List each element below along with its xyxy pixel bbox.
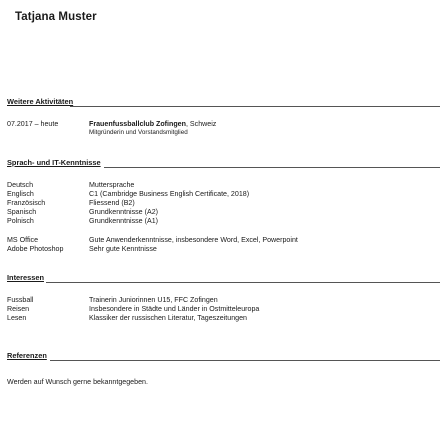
it-skill-label: Adobe Photoshop — [7, 245, 64, 253]
it-skill-level: Sehr gute Kenntnisse — [89, 245, 157, 253]
language-level: Muttersprache — [89, 181, 135, 189]
activity-entry — [7, 120, 427, 140]
interest-detail: Klassiker der russischen Literatur, Tageszeitungen — [89, 314, 247, 322]
section-heading-activities: Weitere Aktivitäten — [7, 97, 74, 106]
section-heading-interests: Interessen — [7, 273, 44, 282]
section-divider — [46, 282, 440, 283]
section-heading-languages: Sprach- und IT-Kenntnisse — [7, 158, 101, 167]
activity-date: 07.2017 – heute — [7, 120, 59, 128]
section-divider — [70, 106, 440, 107]
interest-detail: Insbesondere in Städte und Länder in Ostmitteleuropa — [89, 305, 260, 313]
interest-label: Lesen — [7, 314, 27, 322]
interest-label: Reisen — [7, 305, 30, 313]
language-level: C1 (Cambridge Business English Certificate, 2018) — [89, 190, 250, 198]
references-text: Werden auf Wunsch gerne bekanntgegeben. — [7, 378, 148, 386]
language-label: Deutsch — [7, 181, 34, 189]
it-skill-level: Gute Anwenderkenntnisse, insbesondere Word, Excel, Powerpoint — [89, 236, 298, 244]
language-level: Fliessend (B2) — [89, 199, 135, 207]
activity-role: Mitgründerin und Vorstandsmitglied — [89, 129, 188, 136]
activity-organization: Frauenfussballclub Zofingen — [89, 120, 186, 128]
interest-detail: Trainerin Juniorinnen U15, FFC Zofingen — [89, 296, 218, 304]
person-name: Tatjana Muster — [15, 11, 97, 23]
activity-location: , Schweiz — [185, 120, 217, 128]
language-label: Englisch — [7, 190, 34, 198]
interest-label: Fussball — [7, 296, 34, 304]
language-level: Grundkenntnisse (A2) — [89, 208, 159, 216]
language-label: Polnisch — [7, 217, 34, 225]
section-divider — [50, 360, 440, 361]
activity-details — [89, 120, 216, 128]
it-skill-label: MS Office — [7, 236, 39, 244]
language-label: Spanisch — [7, 208, 37, 216]
section-heading-references: Referenzen — [7, 351, 47, 360]
language-label: Französisch — [7, 199, 46, 207]
language-level: Grundkenntnisse (A1) — [89, 217, 159, 225]
section-divider — [104, 167, 440, 168]
